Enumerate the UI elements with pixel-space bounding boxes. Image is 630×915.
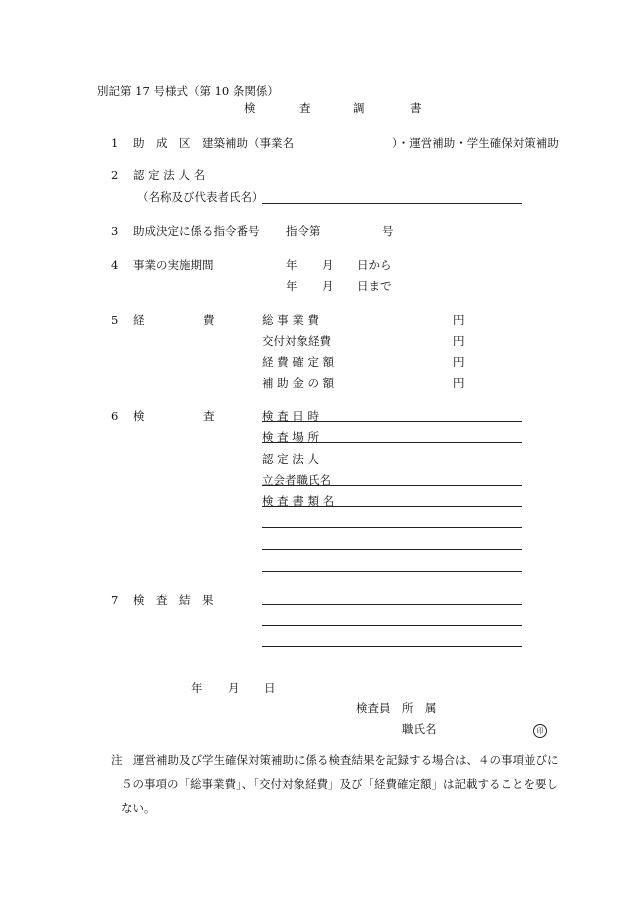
note-label: 注 bbox=[111, 753, 123, 767]
item2-fill-line bbox=[262, 203, 522, 204]
item6-row-label: 検 査 書 類 名 bbox=[262, 494, 335, 508]
seal-mark bbox=[533, 722, 547, 738]
item3-number: 3 bbox=[111, 224, 119, 238]
item7-result-line bbox=[262, 625, 522, 626]
item6-blank-line bbox=[262, 549, 522, 550]
item3-value-a: 指令第 bbox=[286, 224, 321, 238]
item5-row-label: 経 費 確 定 額 bbox=[262, 355, 335, 369]
title-char-2: 査 bbox=[299, 101, 311, 115]
item5-row-unit: 円 bbox=[453, 355, 465, 369]
item7-label: 検 査 結 果 bbox=[133, 593, 214, 607]
inspector-affiliation-label: 所 属 bbox=[402, 701, 437, 715]
item6-row-line bbox=[262, 506, 522, 507]
item5-row-unit: 円 bbox=[453, 313, 465, 327]
item6-label-a: 検 bbox=[133, 409, 145, 423]
note-line-3: ない。 bbox=[121, 801, 156, 815]
item5-number: 5 bbox=[111, 313, 119, 327]
footer-date-day: 日 bbox=[264, 681, 276, 695]
title-char-1: 検 bbox=[244, 101, 256, 115]
item6-label-b: 査 bbox=[203, 409, 215, 423]
item5-label-a: 経 bbox=[133, 313, 145, 327]
inspector-name-label: 職氏名 bbox=[402, 722, 437, 736]
item6-row-line bbox=[262, 421, 522, 422]
item6-row-label: 検 査 日 時 bbox=[262, 409, 319, 423]
item4-number: 4 bbox=[111, 258, 119, 272]
item5-row-label: 総 事 業 費 bbox=[262, 313, 319, 327]
item4-from-month: 月 bbox=[322, 258, 334, 272]
item5-row-unit: 円 bbox=[453, 334, 465, 348]
form-label: 別記第 17 号様式（第 10 条関係） bbox=[97, 84, 279, 98]
title-char-3: 調 bbox=[353, 101, 365, 115]
item2-sub-label: （名称及び代表者氏名） bbox=[137, 190, 264, 204]
item6-row-label: 立会者職氏名 bbox=[262, 473, 331, 487]
item4-to-day: 日まで bbox=[357, 279, 392, 293]
item1-value-b: ）・運営補助・学生確保対策補助 bbox=[392, 136, 559, 150]
item2-number: 2 bbox=[111, 168, 119, 182]
item3-label: 助成決定に係る指令番号 bbox=[133, 224, 260, 238]
item6-row-line bbox=[262, 442, 522, 443]
item6-number: 6 bbox=[111, 409, 119, 423]
item4-from-year: 年 bbox=[286, 258, 298, 272]
footer-date-year: 年 bbox=[191, 681, 203, 695]
title-char-4: 書 bbox=[410, 101, 422, 115]
item4-to-year: 年 bbox=[286, 279, 298, 293]
item6-row-label: 検 査 場 所 bbox=[262, 430, 319, 444]
item2-label: 認 定 法 人 名 bbox=[133, 168, 206, 182]
item5-row-unit: 円 bbox=[453, 376, 465, 390]
item1-value-a: 建築補助（事業名 bbox=[202, 136, 294, 150]
note-line-2: ５の事項の「総事業費」、「交付対象経費」及び「経費確定額」は記載することを要し bbox=[121, 777, 558, 791]
item5-label-b: 費 bbox=[203, 313, 215, 327]
footer-date-month: 月 bbox=[228, 681, 240, 695]
item5-row-label: 補 助 金 の 額 bbox=[262, 376, 335, 390]
item4-from-day: 日から bbox=[357, 258, 392, 272]
note-line-1: 運営補助及び学生確保対策補助に係る検査結果を記録する場合は、４の事項並びに bbox=[133, 753, 559, 767]
item4-label: 事業の実施期間 bbox=[133, 258, 214, 272]
item1-label: 助 成 区 bbox=[133, 136, 191, 150]
item6-blank-line bbox=[262, 571, 522, 572]
item4-to-month: 月 bbox=[322, 279, 334, 293]
item3-value-b: 号 bbox=[382, 224, 394, 238]
item1-number: 1 bbox=[111, 136, 119, 150]
item5-row-label: 交付対象経費 bbox=[262, 334, 331, 348]
item7-number: 7 bbox=[111, 593, 119, 607]
inspector-label: 検査員 bbox=[356, 701, 391, 715]
item6-row-line bbox=[262, 485, 522, 486]
seal-text: 印 bbox=[533, 724, 547, 738]
item6-blank-line bbox=[262, 527, 522, 528]
item7-result-line bbox=[262, 604, 522, 605]
item6-row-label: 認 定 法 人 bbox=[262, 452, 319, 466]
item7-result-line bbox=[262, 646, 522, 647]
